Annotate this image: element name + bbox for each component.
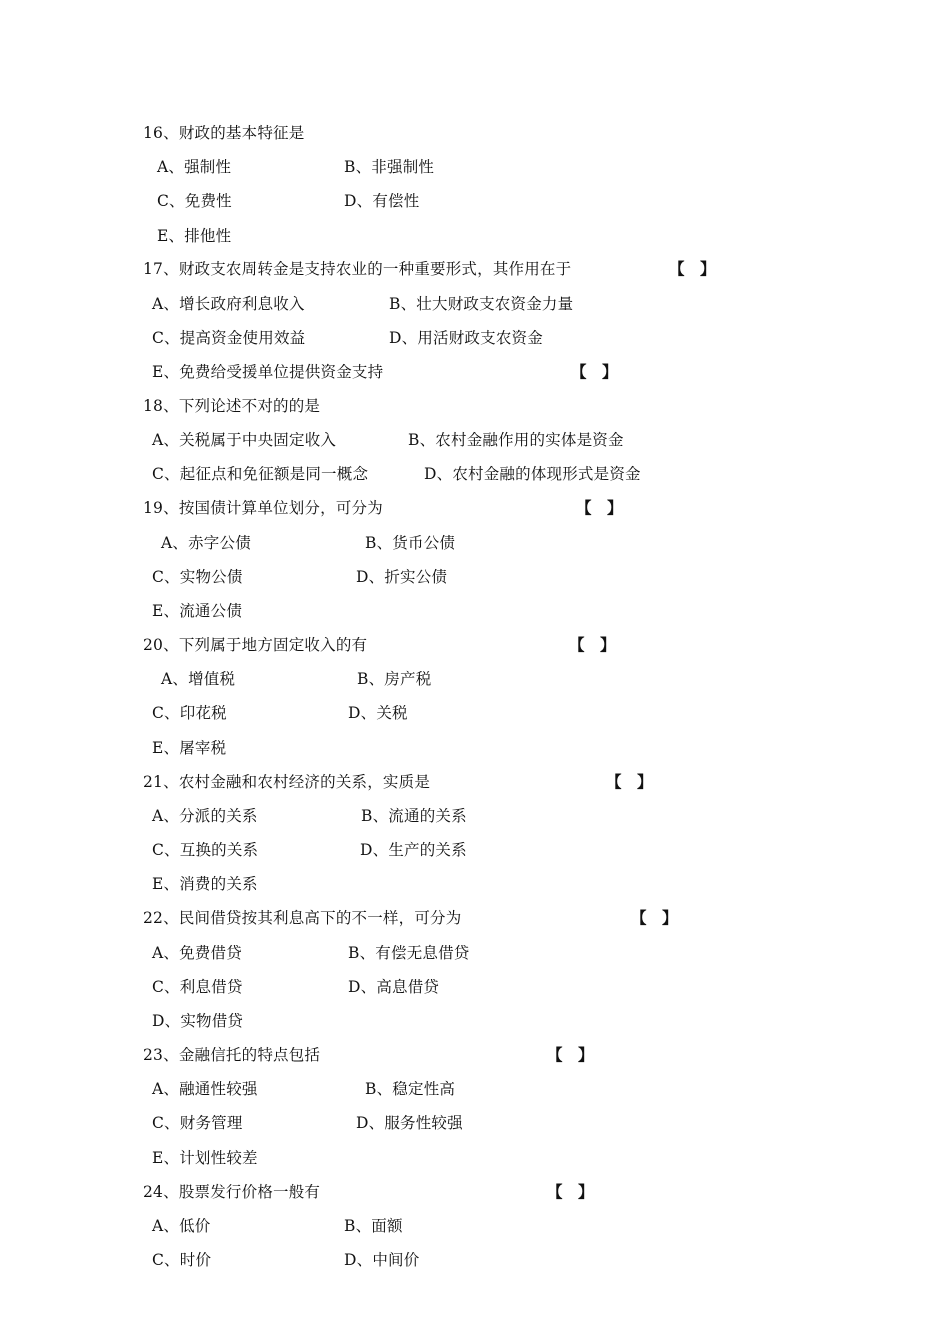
option: A、赤字公债	[161, 534, 251, 552]
option: A、免费借贷	[152, 944, 242, 962]
question-stem: 19、按国债计算单位划分，可分为	[143, 499, 383, 517]
option: D、中间价	[344, 1251, 420, 1269]
option: A、关税属于中央固定收入	[152, 431, 337, 449]
question-stem: 16、财政的基本特征是	[143, 124, 305, 142]
answer-bracket: 【 】	[631, 908, 678, 927]
answer-bracket: 【 】	[576, 498, 623, 517]
question-stem: 24、股票发行价格一般有	[143, 1183, 321, 1201]
option: C、印花税	[152, 704, 227, 722]
option: B、壮大财政支农资金力量	[389, 295, 574, 313]
option: C、互换的关系	[152, 841, 259, 859]
option: C、免费性	[157, 192, 232, 210]
option: C、时价	[152, 1251, 212, 1269]
option: A、融通性较强	[152, 1080, 258, 1098]
option: B、流通的关系	[361, 807, 467, 825]
option: C、财务管理	[152, 1114, 243, 1132]
option: D、生产的关系	[360, 841, 467, 859]
option: B、稳定性高	[365, 1080, 456, 1098]
answer-bracket: 【 】	[571, 362, 618, 381]
question-stem: 20、下列属于地方固定收入的有	[143, 636, 368, 654]
option: D、实物借贷	[152, 1012, 244, 1030]
answer-bracket: 【 】	[547, 1182, 594, 1201]
option: E、免费给受援单位提供资金支持	[152, 363, 384, 381]
option: B、农村金融作用的实体是资金	[408, 431, 624, 449]
option: A、增值税	[161, 670, 236, 688]
answer-bracket: 【 】	[569, 635, 616, 654]
question-stem: 21、农村金融和农村经济的关系，实质是	[143, 773, 431, 791]
question-stem: 23、金融信托的特点包括	[143, 1046, 321, 1064]
option: E、流通公债	[152, 602, 243, 620]
option: C、起征点和免征额是同一概念	[152, 465, 369, 483]
option: E、排他性	[157, 227, 232, 245]
option: E、屠宰税	[152, 739, 227, 757]
option: D、用活财政支农资金	[389, 329, 543, 347]
answer-bracket: 【 】	[547, 1045, 594, 1064]
option: D、农村金融的体现形式是资金	[424, 465, 641, 483]
option: A、分派的关系	[152, 807, 258, 825]
option: D、服务性较强	[356, 1114, 463, 1132]
option: E、计划性较差	[152, 1149, 258, 1167]
option: D、折实公债	[356, 568, 448, 586]
option: A、强制性	[157, 158, 232, 176]
option: E、消费的关系	[152, 875, 258, 893]
option: A、增长政府利息收入	[152, 295, 305, 313]
option: C、利息借贷	[152, 978, 243, 996]
option: D、关税	[348, 704, 408, 722]
option: B、有偿无息借贷	[348, 944, 470, 962]
option: B、房产税	[357, 670, 432, 688]
option: C、提高资金使用效益	[152, 329, 306, 347]
answer-bracket: 【 】	[606, 772, 653, 791]
option: B、非强制性	[344, 158, 435, 176]
option: B、货币公债	[365, 534, 456, 552]
option: A、低价	[152, 1217, 211, 1235]
question-stem: 18、下列论述不对的的是	[143, 397, 321, 415]
option: D、有偿性	[344, 192, 420, 210]
question-stem: 22、民间借贷按其利息高下的不一样，可分为	[143, 909, 462, 927]
option: C、实物公债	[152, 568, 243, 586]
answer-bracket: 【 】	[669, 259, 716, 278]
question-stem: 17、财政支农周转金是支持农业的一种重要形式，其作用在于	[143, 260, 572, 278]
option: D、高息借贷	[348, 978, 440, 996]
option: B、面额	[344, 1217, 403, 1235]
